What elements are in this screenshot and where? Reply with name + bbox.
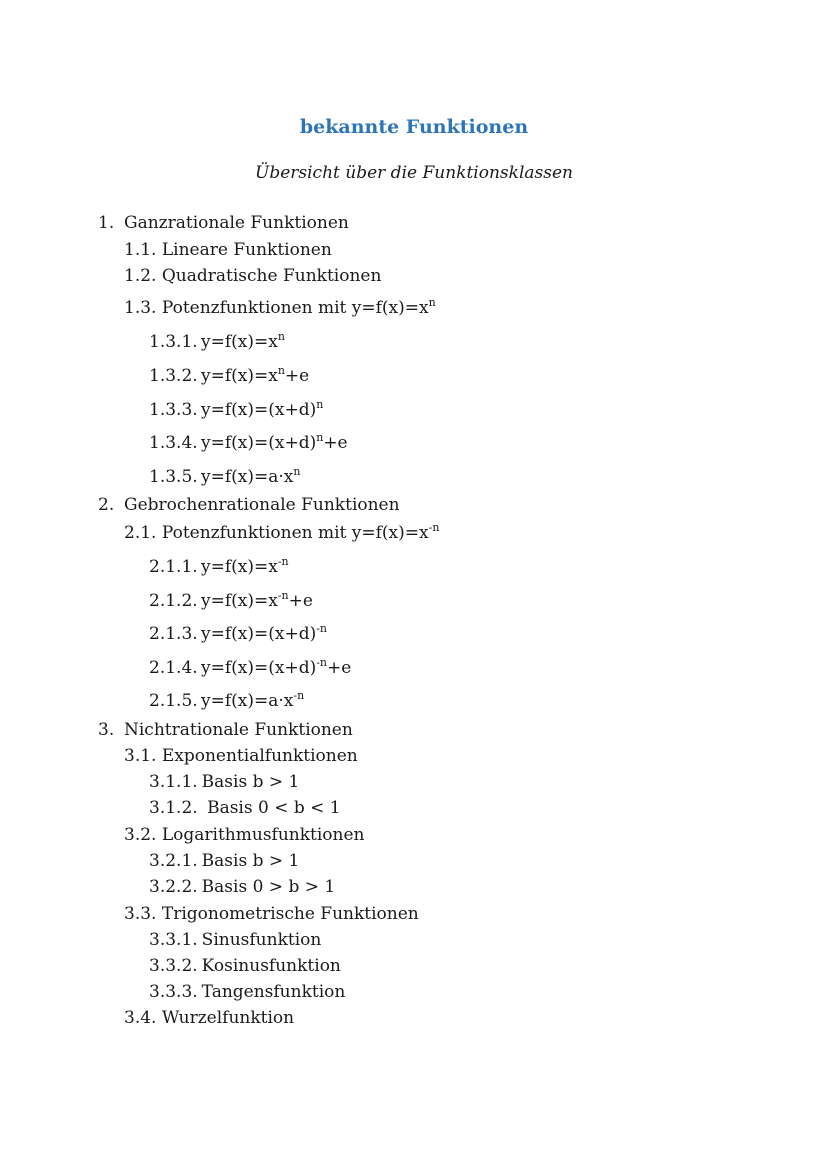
document-subtitle: Übersicht über die Funktionsklassen: [255, 163, 573, 183]
list-item-1-2: 1.2. Quadratische Funktionen: [124, 266, 382, 286]
list-item-3-2: 3.2. Logarithmusfunktionen: [124, 825, 365, 845]
list-item-2-1: 2.1. Potenzfunktionen mit $y=f(x)=x^{-n}$: [124, 521, 440, 543]
list-item-1-3-5: 1.3.5. $y=f(x)=a\cdot x^n$: [149, 465, 301, 487]
list-item-3-3: 3.3. Trigonometrische Funktionen: [124, 904, 419, 924]
list-item-3: 3. Nichtrationale Funktionen: [98, 720, 353, 740]
list-item-1: 1. Ganzrationale Funktionen: [98, 213, 349, 233]
list-item-1-3-1: 1.3.1. $y=f(x)=x^n$: [149, 330, 285, 352]
list-item-1-3-2: 1.3.2. $y=f(x)=x^n+e$: [149, 364, 310, 386]
list-item-1-1: 1.1. Lineare Funktionen: [124, 240, 332, 260]
list-item-3-4: 3.4. Wurzelfunktion: [124, 1008, 295, 1028]
list-item-2-1-4: 2.1.4. $y=f(x)=(x+d)^{-n}+e$: [149, 656, 352, 678]
list-item-1-3: 1.3. Potenzfunktionen mit $y=f(x)=x^n$: [124, 296, 436, 318]
list-item-3-1-1: 3.1.1. Basis b > 1: [149, 772, 300, 792]
list-item-3-2-1: 3.2.1. Basis b > 1: [149, 851, 300, 871]
list-item-2-1-1: 2.1.1. $y=f(x)=x^{-n}$: [149, 555, 289, 577]
list-item-2-1-2: 2.1.2. $y=f(x)=x^{-n}+e$: [149, 589, 313, 611]
list-item-3-2-2: 3.2.2. Basis 0 > b > 1: [149, 877, 336, 897]
list-item-2-1-3: 2.1.3. $y=f(x)=(x+d)^{-n}$: [149, 622, 328, 644]
list-item-3-1-2: 3.1.2. Basis 0 < b < 1: [149, 798, 341, 818]
list-item-1-3-4: 1.3.4. $y=f(x)=(x+d)^n+e$: [149, 431, 348, 453]
list-item-2: 2. Gebrochenrationale Funktionen: [98, 495, 400, 515]
list-item-3-1: 3.1. Exponentialfunktionen: [124, 746, 358, 766]
list-item-3-3-2: 3.3.2. Kosinusfunktion: [149, 956, 341, 976]
list-item-3-3-3: 3.3.3. Tangensfunktion: [149, 982, 346, 1002]
list-item-3-3-1: 3.3.1. Sinusfunktion: [149, 930, 322, 950]
list-item-2-1-5: 2.1.5. $y=f(x)=a\cdot x^{-n}$: [149, 689, 305, 711]
list-item-1-3-3: 1.3.3. $y=f(x)=(x+d)^n$: [149, 398, 324, 420]
document-title: bekannte Funktionen: [299, 116, 529, 138]
